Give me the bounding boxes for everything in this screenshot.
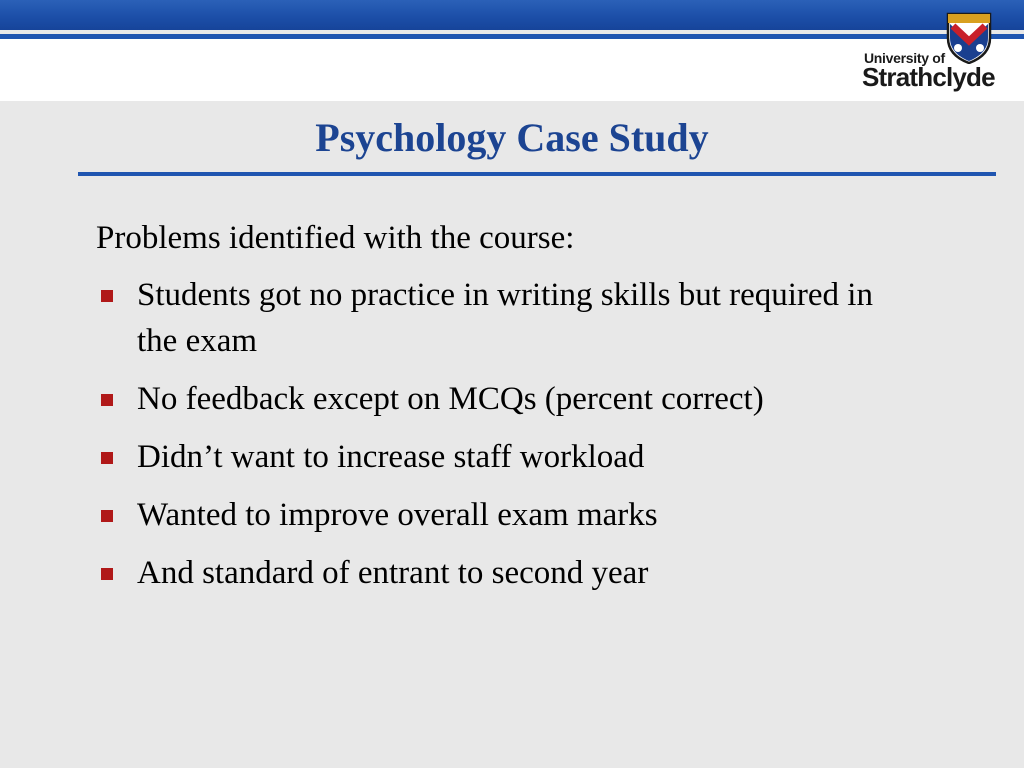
bullet-text: No feedback except on MCQs (percent correct): [137, 381, 764, 417]
bullet-text: Didn’t want to increase staff workload: [137, 439, 645, 475]
university-crest-icon: [944, 12, 994, 64]
slide-content: [96, 216, 916, 608]
square-bullet-icon: [101, 510, 113, 522]
square-bullet-icon: [101, 452, 113, 464]
bullet-item: [96, 376, 916, 422]
bullet-list: [96, 272, 916, 596]
title-underline: [78, 172, 996, 176]
slide-title: Psychology Case Study: [315, 115, 709, 160]
bullet-item: [96, 434, 916, 480]
bullet-text: And standard of entrant to second year: [137, 555, 649, 591]
logo-university-of: University of: [864, 50, 945, 66]
bullet-text: Wanted to improve overall exam marks: [137, 497, 658, 533]
bullet-item: [96, 272, 916, 364]
bullet-item: [96, 492, 916, 538]
bullet-text: Students got no practice in writing skills but required in the exam: [137, 277, 873, 359]
intro-text: Problems identified with the course:: [96, 220, 575, 256]
university-logo: [858, 12, 1008, 100]
square-bullet-icon: [101, 568, 113, 580]
logo-strathclyde: Strathclyde: [862, 62, 995, 92]
bullet-item: [96, 550, 916, 596]
square-bullet-icon: [101, 394, 113, 406]
square-bullet-icon: [101, 290, 113, 302]
